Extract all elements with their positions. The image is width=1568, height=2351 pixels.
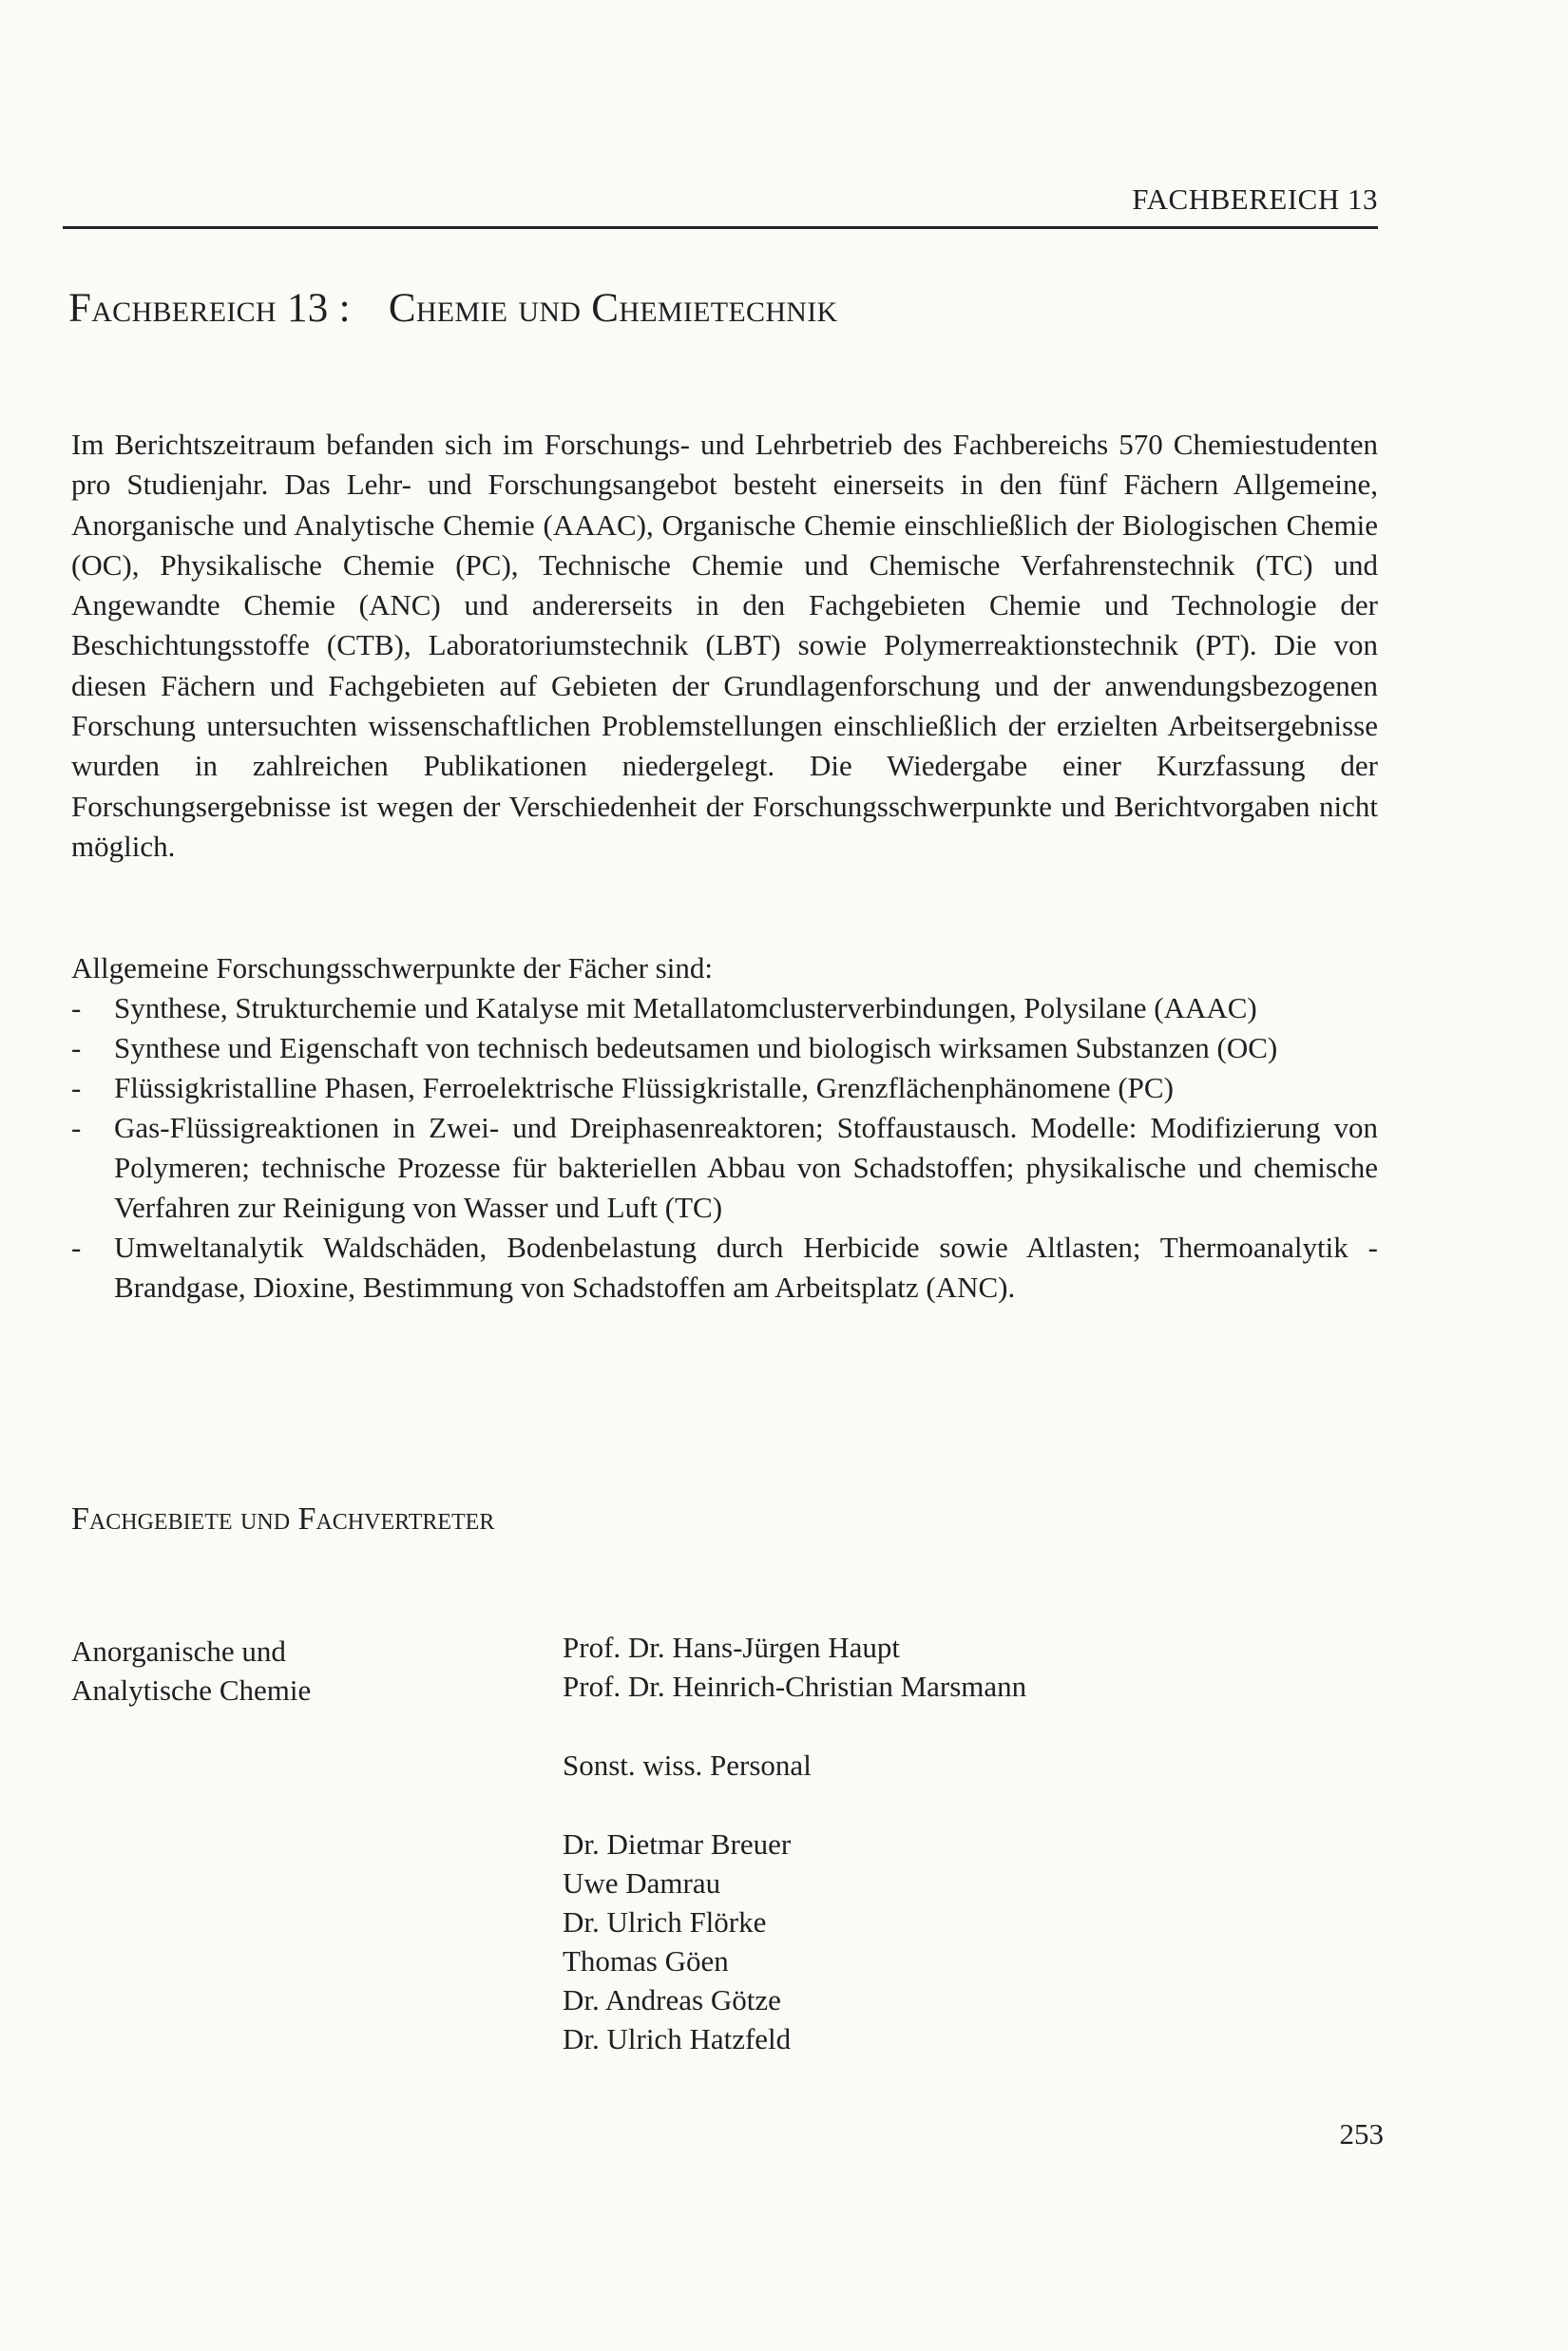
subject-line: Anorganische und — [71, 1634, 286, 1668]
list-item — [71, 1068, 1378, 1108]
staff-name: Dr. Dietmar Breuer — [563, 1827, 792, 1861]
department-subject — [71, 1632, 311, 1710]
list-item-text: Synthese und Eigenschaft von technisch bedeutsamen und biologisch wirksamen Substanzen (OC) — [114, 1031, 1278, 1064]
page-number: 253 — [1339, 2117, 1384, 2150]
chapter-title — [68, 285, 838, 332]
intro-paragraph: Im Berichtszeitraum befanden sich im Forschungs- und Lehrbetrieb des Fachbereichs 570 Chemiestudenten pro Studienjahr. Das Lehr- und Forschungsangebot besteht einerseits in den fünf Fächern Allgemeine, Anorganische und Analytische Chemie (AAAC), Organische Chemie einschließlich der Biologischen Chemie (OC), Physikalische Chemie (PC), Technische Chemie und Chemische Verfahrenstechnik (TC) und Angewandte Chemie (ANC) und andererseits in den Fachgebieten Chemie und Technologie der Beschichtungsstoffe (CTB), Laboratoriumstechnik (LBT) sowie Polymerreaktionstechnik (PT). Die von diesen Fächern und Fachgebieten auf Gebieten der Grundlagenforschung und der anwendungsbezogenen Forschung untersuchten wissenschaftlichen Problemstellungen einschließlich der erzielten Arbeitsergebnisse wurden in zahlreichen Publikationen niedergelegt. Die Wiedergabe einer Kurzfassung der Forschungsergebnisse ist wegen der Verschiedenheit der Forschungsschwerpunkte und Berichtvorgaben nicht möglich. — [71, 428, 1378, 863]
research-focus-list — [71, 988, 1378, 1308]
bullet-dash: - — [71, 1071, 82, 1104]
professor-name: Prof. Dr. Heinrich-Christian Marsmann — [563, 1670, 1027, 1703]
bullet-dash: - — [71, 991, 82, 1024]
running-header: FACHBEREICH 13 — [1132, 182, 1378, 216]
bullet-dash: - — [71, 1031, 82, 1064]
list-item — [71, 1228, 1378, 1308]
bullet-dash: - — [71, 1111, 82, 1144]
staff-name: Dr. Ulrich Hatzfeld — [563, 2022, 792, 2055]
chapter-label: Fachbereich 13 : — [68, 286, 351, 331]
staff-name: Uwe Damrau — [563, 1866, 721, 1900]
bullet-dash: - — [71, 1231, 82, 1264]
header-rule — [63, 226, 1378, 229]
department-people — [563, 1628, 1026, 2058]
list-item-text: Umweltanalytik Waldschäden, Bodenbelastung durch Herbicide sowie Altlasten; Thermoanalytik - Brandgase, Dioxine, Bestimmung von Schadstoffen am Arbeitsplatz (ANC). — [114, 1231, 1378, 1304]
list-item — [71, 988, 1378, 1028]
research-focus-heading: Allgemeine Forschungsschwerpunkte der Fächer sind: — [71, 951, 713, 984]
list-item-text: Flüssigkristalline Phasen, Ferroelektrische Flüssigkristalle, Grenzflächenphänomene (PC) — [114, 1071, 1174, 1104]
list-item — [71, 1108, 1378, 1228]
list-item-text: Synthese, Strukturchemie und Katalyse mit Metallatomclusterverbindungen, Polysilane (AAAC) — [114, 991, 1257, 1024]
staff-label: Sonst. wiss. Personal — [563, 1749, 812, 1782]
staff-name: Dr. Andreas Götze — [563, 1983, 781, 2017]
staff-name: Thomas Göen — [563, 1944, 729, 1978]
chapter-subject: Chemie und Chemietechnik — [388, 286, 838, 331]
staff-list — [563, 1825, 1026, 2058]
list-item — [71, 1028, 1378, 1068]
professor-list — [563, 1628, 1026, 1706]
staff-name: Dr. Ulrich Flörke — [563, 1905, 767, 1939]
subject-line: Analytische Chemie — [71, 1673, 312, 1707]
section-title: Fachgebiete und Fachvertreter — [71, 1501, 495, 1537]
professor-name: Prof. Dr. Hans-Jürgen Haupt — [563, 1631, 901, 1664]
list-item-text: Gas-Flüssigreaktionen in Zwei- und Dreiphasenreaktoren; Stoffaustausch. Modelle: Modifizierung von Polymeren; technische Prozesse für bakteriellen Abbau von Schadstoffen; physikalische und chemische Verfahren zur Reinigung von Wasser und Luft (TC) — [114, 1111, 1378, 1224]
